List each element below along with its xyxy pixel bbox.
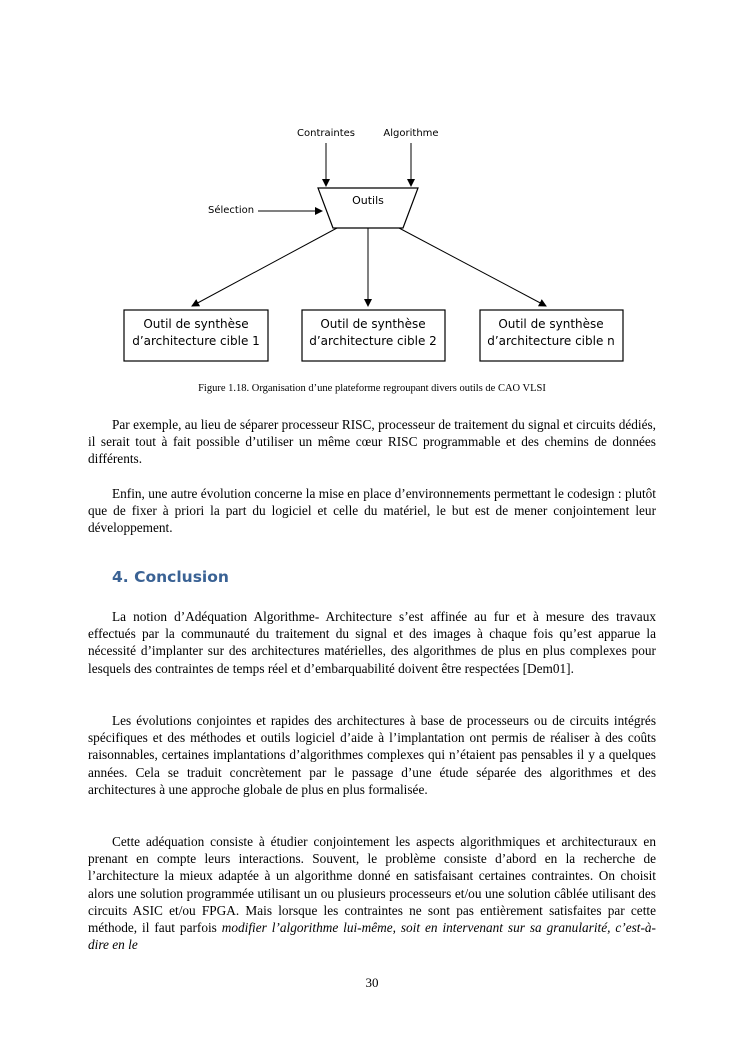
input-constraints-label: Contraintes	[297, 128, 355, 139]
paragraph-risc-example: Par exemple, au lieu de séparer processeur RISC, processeur de traitement du signal et circuits dédiés, il serait tout à fait possible d’utiliser un même cœur RISC programmable et des chemins de données différents.	[88, 417, 656, 467]
architecture-diagram	[0, 0, 744, 380]
output-arrow-n	[399, 228, 546, 306]
target-n-line2: d’architecture cible n	[487, 334, 615, 348]
target-n-line1: Outil de synthèse	[498, 317, 604, 331]
paragraph-aaa-notion: La notion d’Adéquation Algorithme- Architecture s’est affinée au fur et à mesure des travaux effectués par la communauté du traitement du signal et des images à chaque fois qu’est apparue la nécessité d’implanter sur des architectures matérielles, des algorithmes de plus en plus complexes pour lesquels des contraintes de temps réel et d’embarquabilité doivent être respectées [Dem01].	[88, 609, 656, 676]
target-box-n	[480, 310, 623, 361]
target-1-line1: Outil de synthèse	[143, 317, 249, 331]
output-arrow-1	[192, 228, 337, 306]
target-box-2	[302, 310, 445, 361]
target-2-line2: d’architecture cible 2	[309, 334, 437, 348]
target-2-line1: Outil de synthèse	[320, 317, 426, 331]
tools-label: Outils	[352, 194, 384, 207]
input-algorithm-label: Algorithme	[383, 128, 439, 139]
paragraph-adequation	[88, 833, 656, 953]
target-1-line2: d’architecture cible 1	[132, 334, 260, 348]
paragraph-evolutions: Les évolutions conjointes et rapides des architectures à base de processeurs ou de circuits intégrés spécifiques et des méthodes et outils logiciel d’aide à l’implantation ont permis de réaliser à des coûts raisonnables, certaines implantations d’algorithmes complexes qui n’étaient pas pensables il y a quelques années. Cela se traduit concrètement par le passage d’une étude séparée des algorithmes et des architectures à une approche globale de plus en plus formalisée.	[88, 713, 656, 797]
section-title: Conclusion	[134, 568, 229, 586]
page-number: 30	[365, 975, 379, 990]
paragraph-adequation-italic: modifier l’algorithme lui-même, soit en intervenant sur sa granularité, c’est-à-dire en le	[88, 920, 656, 953]
figure-caption: Figure 1.18. Organisation d’une plateforme regroupant divers outils de CAO VLSI	[198, 383, 546, 394]
paragraph-codesign: Enfin, une autre évolution concerne la mise en place d’environnements permettant le codesign : plutôt que de fixer à priori la part du logiciel et celle du matériel, le but est de mener conjointement leur développement.	[88, 486, 656, 536]
paragraph-adequation-text: Cette adéquation consiste à étudier conjointement les aspects algorithmiques et architecturaux en prenant en compte leurs interactions. Souvent, le problème consiste d’abord en la recherche de l’architecture la mieux adaptée à un algorithme donné en satisfaisant certaines contraintes. On choisit alors une solution programmée utilisant un ou plusieurs processeurs et/ou une solution câblée utilisant des circuits ASIC et/ou FPGA. Mais lorsque les contraintes ne sont pas entièrement satisfaites par cette méthode, il faut parfois	[88, 834, 656, 936]
section-heading	[112, 568, 229, 586]
target-box-1	[124, 310, 268, 361]
input-selection-label: Sélection	[208, 205, 255, 216]
section-number: 4.	[112, 568, 129, 586]
